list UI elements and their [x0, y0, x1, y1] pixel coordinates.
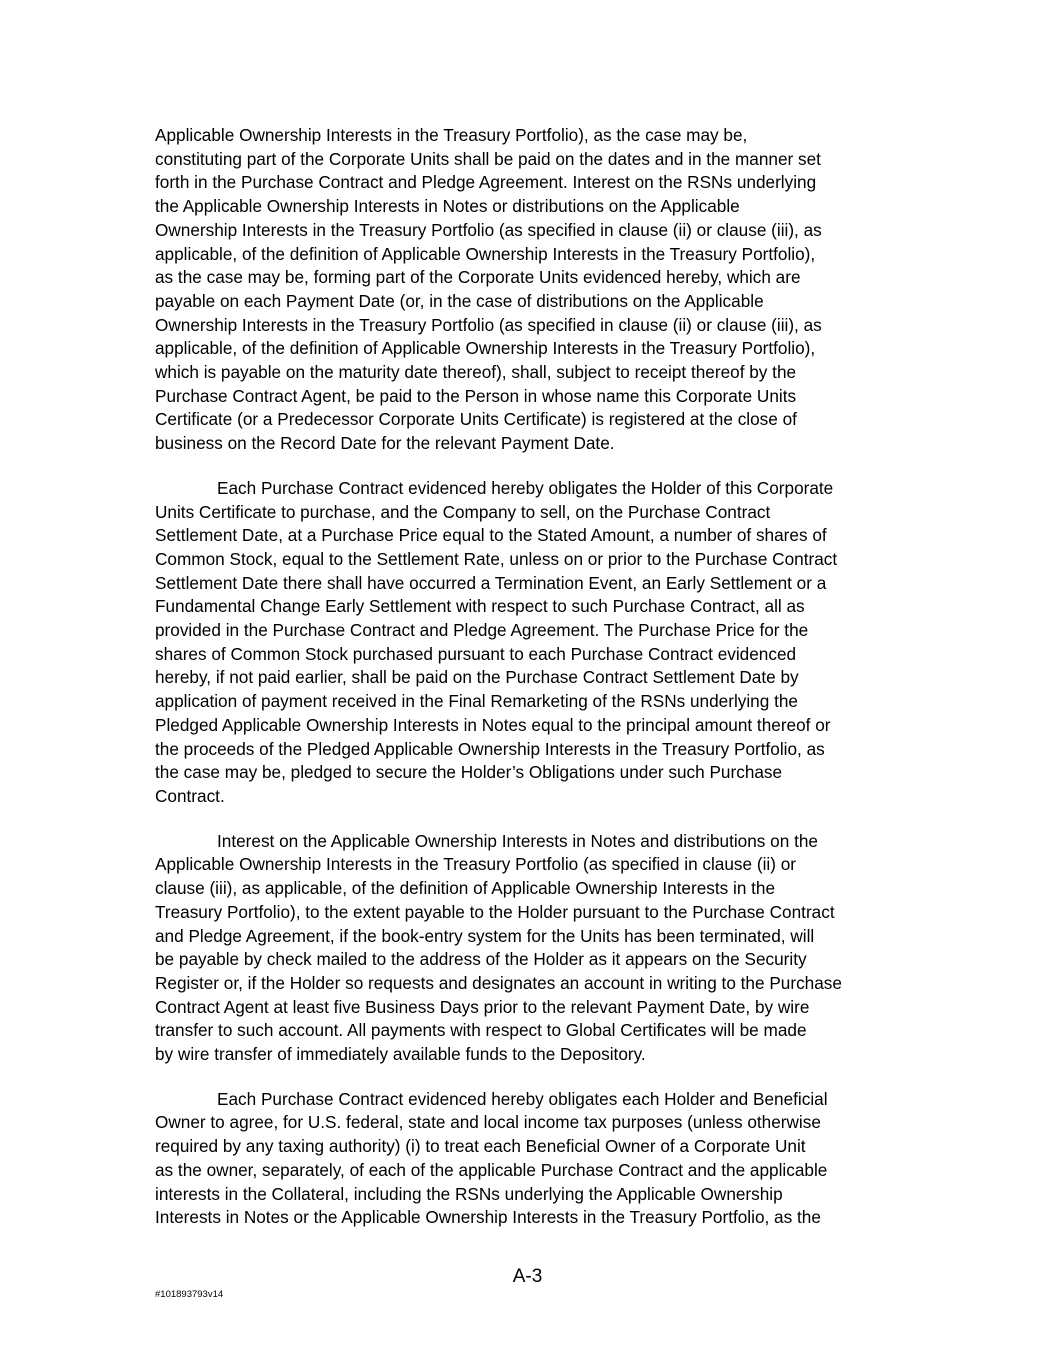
- paragraph-tax-treatment: Each Purchase Contract evidenced hereby obligates each Holder and Beneficial Owner to agree, for U.S. federal, state and local income tax purposes (unless otherwise required by any taxing authority) (i) to treat each Beneficial Owner of a Corporate Unit as the owner, separately, of each of the applicable Purchase Contract and the applicable interests in the Collateral, including the RSNs underlying the Applicable Ownership Interests in Notes or the Applicable Ownership Interests in the Treasury Portfolio, as the: [155, 1088, 828, 1228]
- document-id: #101893793v14: [155, 1289, 224, 1300]
- document-body: [155, 124, 905, 1251]
- paragraph-purchase-obligation: Each Purchase Contract evidenced hereby obligates the Holder of this Corporate Units Certificate to purchase, and the Company to sell, on the Purchase Contract Settlement Date, at a Purchase Price equal to the Stated Amount, a number of shares of Common Stock, equal to the Settlement Rate, unless on or prior to the Purchase Contract Settlement Date there shall have occurred a Termination Event, an Early Settlement or a Fundamental Change Early Settlement with respect to such Purchase Contract, all as provided in the Purchase Contract and Pledge Agreement. The Purchase Price for the shares of Common Stock purchased pursuant to each Purchase Contract evidenced hereby, if not paid earlier, shall be paid on the Purchase Contract Settlement Date by application of payment received in the Final Remarketing of the RSNs underlying the Pledged Applicable Ownership Interests in Notes equal to the principal amount thereof or the proceeds of the Pledged Applicable Ownership Interests in the Treasury Portfolio, as the case may be, pledged to secure the Holder’s Obligations under such Purchase Contract.: [155, 477, 838, 806]
- page-number: A-3: [512, 1266, 543, 1287]
- paragraph-payments: Applicable Ownership Interests in the Treasury Portfolio), as the case may be, constituting part of the Corporate Units shall be paid on the dates and in the manner set forth in the Purchase Contract and Pledge Agreement. Interest on the RSNs underlying the Applicable Ownership Interests in Notes or distributions on the Applicable Ownership Interests in the Treasury Portfolio (as specified in clause (ii) or clause (iii), as applicable, of the definition of Applicable Ownership Interests in the Treasury Portfolio), as the case may be, forming part of the Corporate Units evidenced hereby, which are payable on each Payment Date (or, in the case of distributions on the Applicable Ownership Interests in the Treasury Portfolio (as specified in clause (ii) or clause (iii), as applicable, of the definition of Applicable Ownership Interests in the Treasury Portfolio), which is payable on the maturity date thereof), shall, subject to receipt thereof by the Purchase Contract Agent, be paid to the Person in whose name this Corporate Units Certificate (or a Predecessor Corporate Units Certificate) is registered at the close of business on the Record Date for the relevant Payment Date.: [155, 125, 822, 454]
- paragraph-interest-distributions: Interest on the Applicable Ownership Interests in Notes and distributions on the Applicable Ownership Interests in the Treasury Portfolio (as specified in clause (ii) or clause (iii), as applicable, of the definition of Applicable Ownership Interests in the Treasury Portfolio), to the extent payable to the Holder pursuant to the Purchase Contract and Pledge Agreement, if the book-entry system for the Units has been terminated, will be payable by check mailed to the address of the Holder as it appears on the Security Register or, if the Holder so requests and designates an account in writing to the Purchase Contract Agent at least five Business Days prior to the relevant Payment Date, by wire transfer to such account. All payments with respect to Global Certificates will be made by wire transfer of immediately available funds to the Depository.: [155, 830, 842, 1065]
